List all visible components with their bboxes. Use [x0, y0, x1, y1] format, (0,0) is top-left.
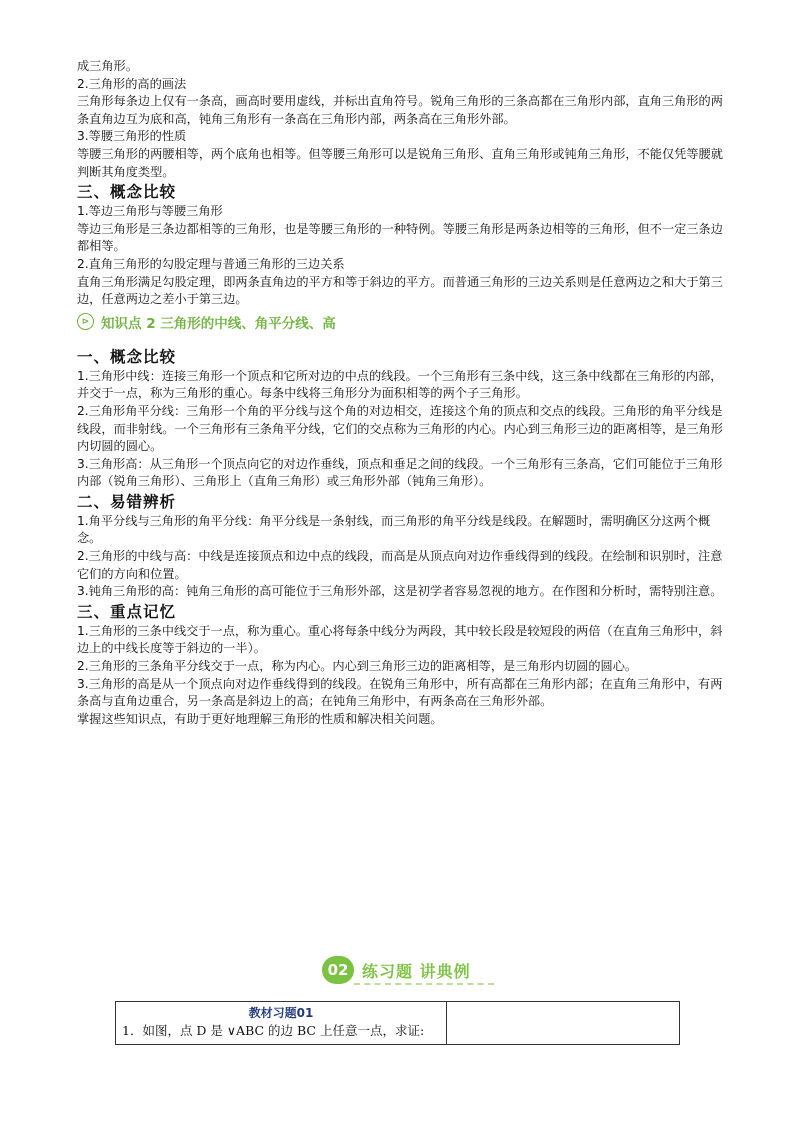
paragraph: 直角三角形满足勾股定理，即两条直角边的平方和等于斜边的平方。而普通三角形的三边关系则是任意两边之和大于第三边，任意两边之差小于第三边。 — [77, 274, 723, 307]
document-body — [77, 58, 727, 728]
subheading: 3.等腰三角形的性质 — [77, 129, 187, 144]
play-circle-icon: ⊳ — [77, 313, 94, 330]
paragraph: 1.三角形的三条中线交于一点，称为重心。重心将每条中线分为两段，其中较长段是较短段的两倍（在直角三角形中，斜边上的中线长度等于斜边的一半）。 — [77, 623, 723, 656]
section-heading: 二、易错辨析 — [77, 492, 177, 511]
section-heading: 三、概念比较 — [77, 183, 177, 202]
subheading: 1.等边三角形与等腰三角形 — [77, 204, 223, 219]
paragraph: 三角形每条边上仅有一条高，画高时要用虚线，并标出直角符号。锐角三角形的三条高都在三角形内部，直角三角形的两条直角边互为底和高，钝角三角形有一条高在三角形内部，两条高在三角形外部。 — [77, 94, 723, 126]
paragraph: 3.三角形的高是从一个顶点向对边作垂线得到的线段。在锐角三角形中，所有高都在三角形内部；在直角三角形中，有两条高与直角边重合，另一条高是斜边上的高；在钝角三角形中，有两条高在三角形外部。 — [77, 676, 723, 709]
paragraph: 1.角平分线与三角形的角平分线：角平分线是一条射线，而三角形的角平分线是线段。在解题时，需明确区分这两个概念。 — [77, 513, 711, 546]
paragraph: 2.三角形的三条角平分线交于一点，称为内心。内心到三角形三边的距离相等，是三角形内切圆的圆心。 — [77, 659, 638, 674]
answer-cell — [447, 1002, 680, 1045]
exercise-question: 1．如图，点 D 是 ∨ABC 的边 BC 上任意一点，求证: — [122, 1023, 425, 1038]
text-line: 成三角形。 — [77, 59, 138, 73]
subheading: 2.直角三角形的勾股定理与普通三角形的三边关系 — [77, 256, 345, 271]
practice-section-badge — [322, 954, 494, 986]
paragraph: 2.三角形的中线与高：中线是连接顶点和边中点的线段，而高是从顶点向对边作垂线得到的线段。在绘制和识别时，注意它们的方向和位置。 — [77, 549, 723, 581]
exercise-title: 教材习题01 — [248, 1006, 314, 1020]
section-heading: 一、概念比较 — [77, 347, 177, 366]
paragraph: 掌握这些知识点，有助于更好地理解三角形的性质和解决相关问题。 — [77, 711, 443, 726]
paragraph: 1.三角形中线：连接三角形一个顶点和它所对边的中点的线段。一个三角形有三条中线，这三条中线都在三角形的内部，并交于一点，称为三角形的重心。每条中线将三角形分为面积相等的两个子三角形。 — [77, 368, 723, 401]
paragraph: 3.钝角三角形的高：钝角三角形的高可能位于三角形外部，这是初学者容易忽视的地方。在作图和分析时，需特别注意。 — [77, 584, 723, 599]
exercise-table — [115, 1001, 680, 1045]
paragraph: 等腰三角形的两腰相等，两个底角也相等。但等腰三角形可以是锐角三角形、直角三角形或钝角三角形，不能仅凭等腰就判断其角度类型。 — [77, 146, 723, 179]
table-row — [116, 1002, 680, 1045]
section-number-badge: 02 — [322, 956, 354, 984]
dashed-underline — [354, 983, 494, 985]
paragraph: 2.三角形角平分线：三角形一个角的平分线与这个角的对边相交，连接这个角的顶点和交点的线段。三角形的角平分线是线段，而非射线。一个三角形有三条角平分线，它们的交点称为三角形的内心。内心到三角形三边的距离相等，是三角形内切圆的圆心。 — [77, 403, 723, 454]
section-heading: 三、重点记忆 — [77, 602, 177, 621]
exercise-cell — [116, 1002, 447, 1045]
knowledge-point-header — [77, 310, 727, 334]
subheading: 2.三角形的高的画法 — [77, 76, 187, 91]
section-badge-title: 练习题 讲典例 — [362, 961, 471, 981]
paragraph: 等边三角形是三条边都相等的三角形，也是等腰三角形的一种特例。等腰三角形是两条边相等的三角形，但不一定三条边都相等。 — [77, 221, 723, 254]
knowledge-point-label: 知识点 2 三角形的中线、角平分线、高 — [101, 315, 336, 332]
paragraph: 3.三角形高：从三角形一个顶点向它的对边作垂线，顶点和垂足之间的线段。一个三角形有三条高，它们可能位于三角形内部（锐角三角形）、三角形上（直角三角形）或三角形外部（钝角三角形）。 — [77, 456, 723, 489]
